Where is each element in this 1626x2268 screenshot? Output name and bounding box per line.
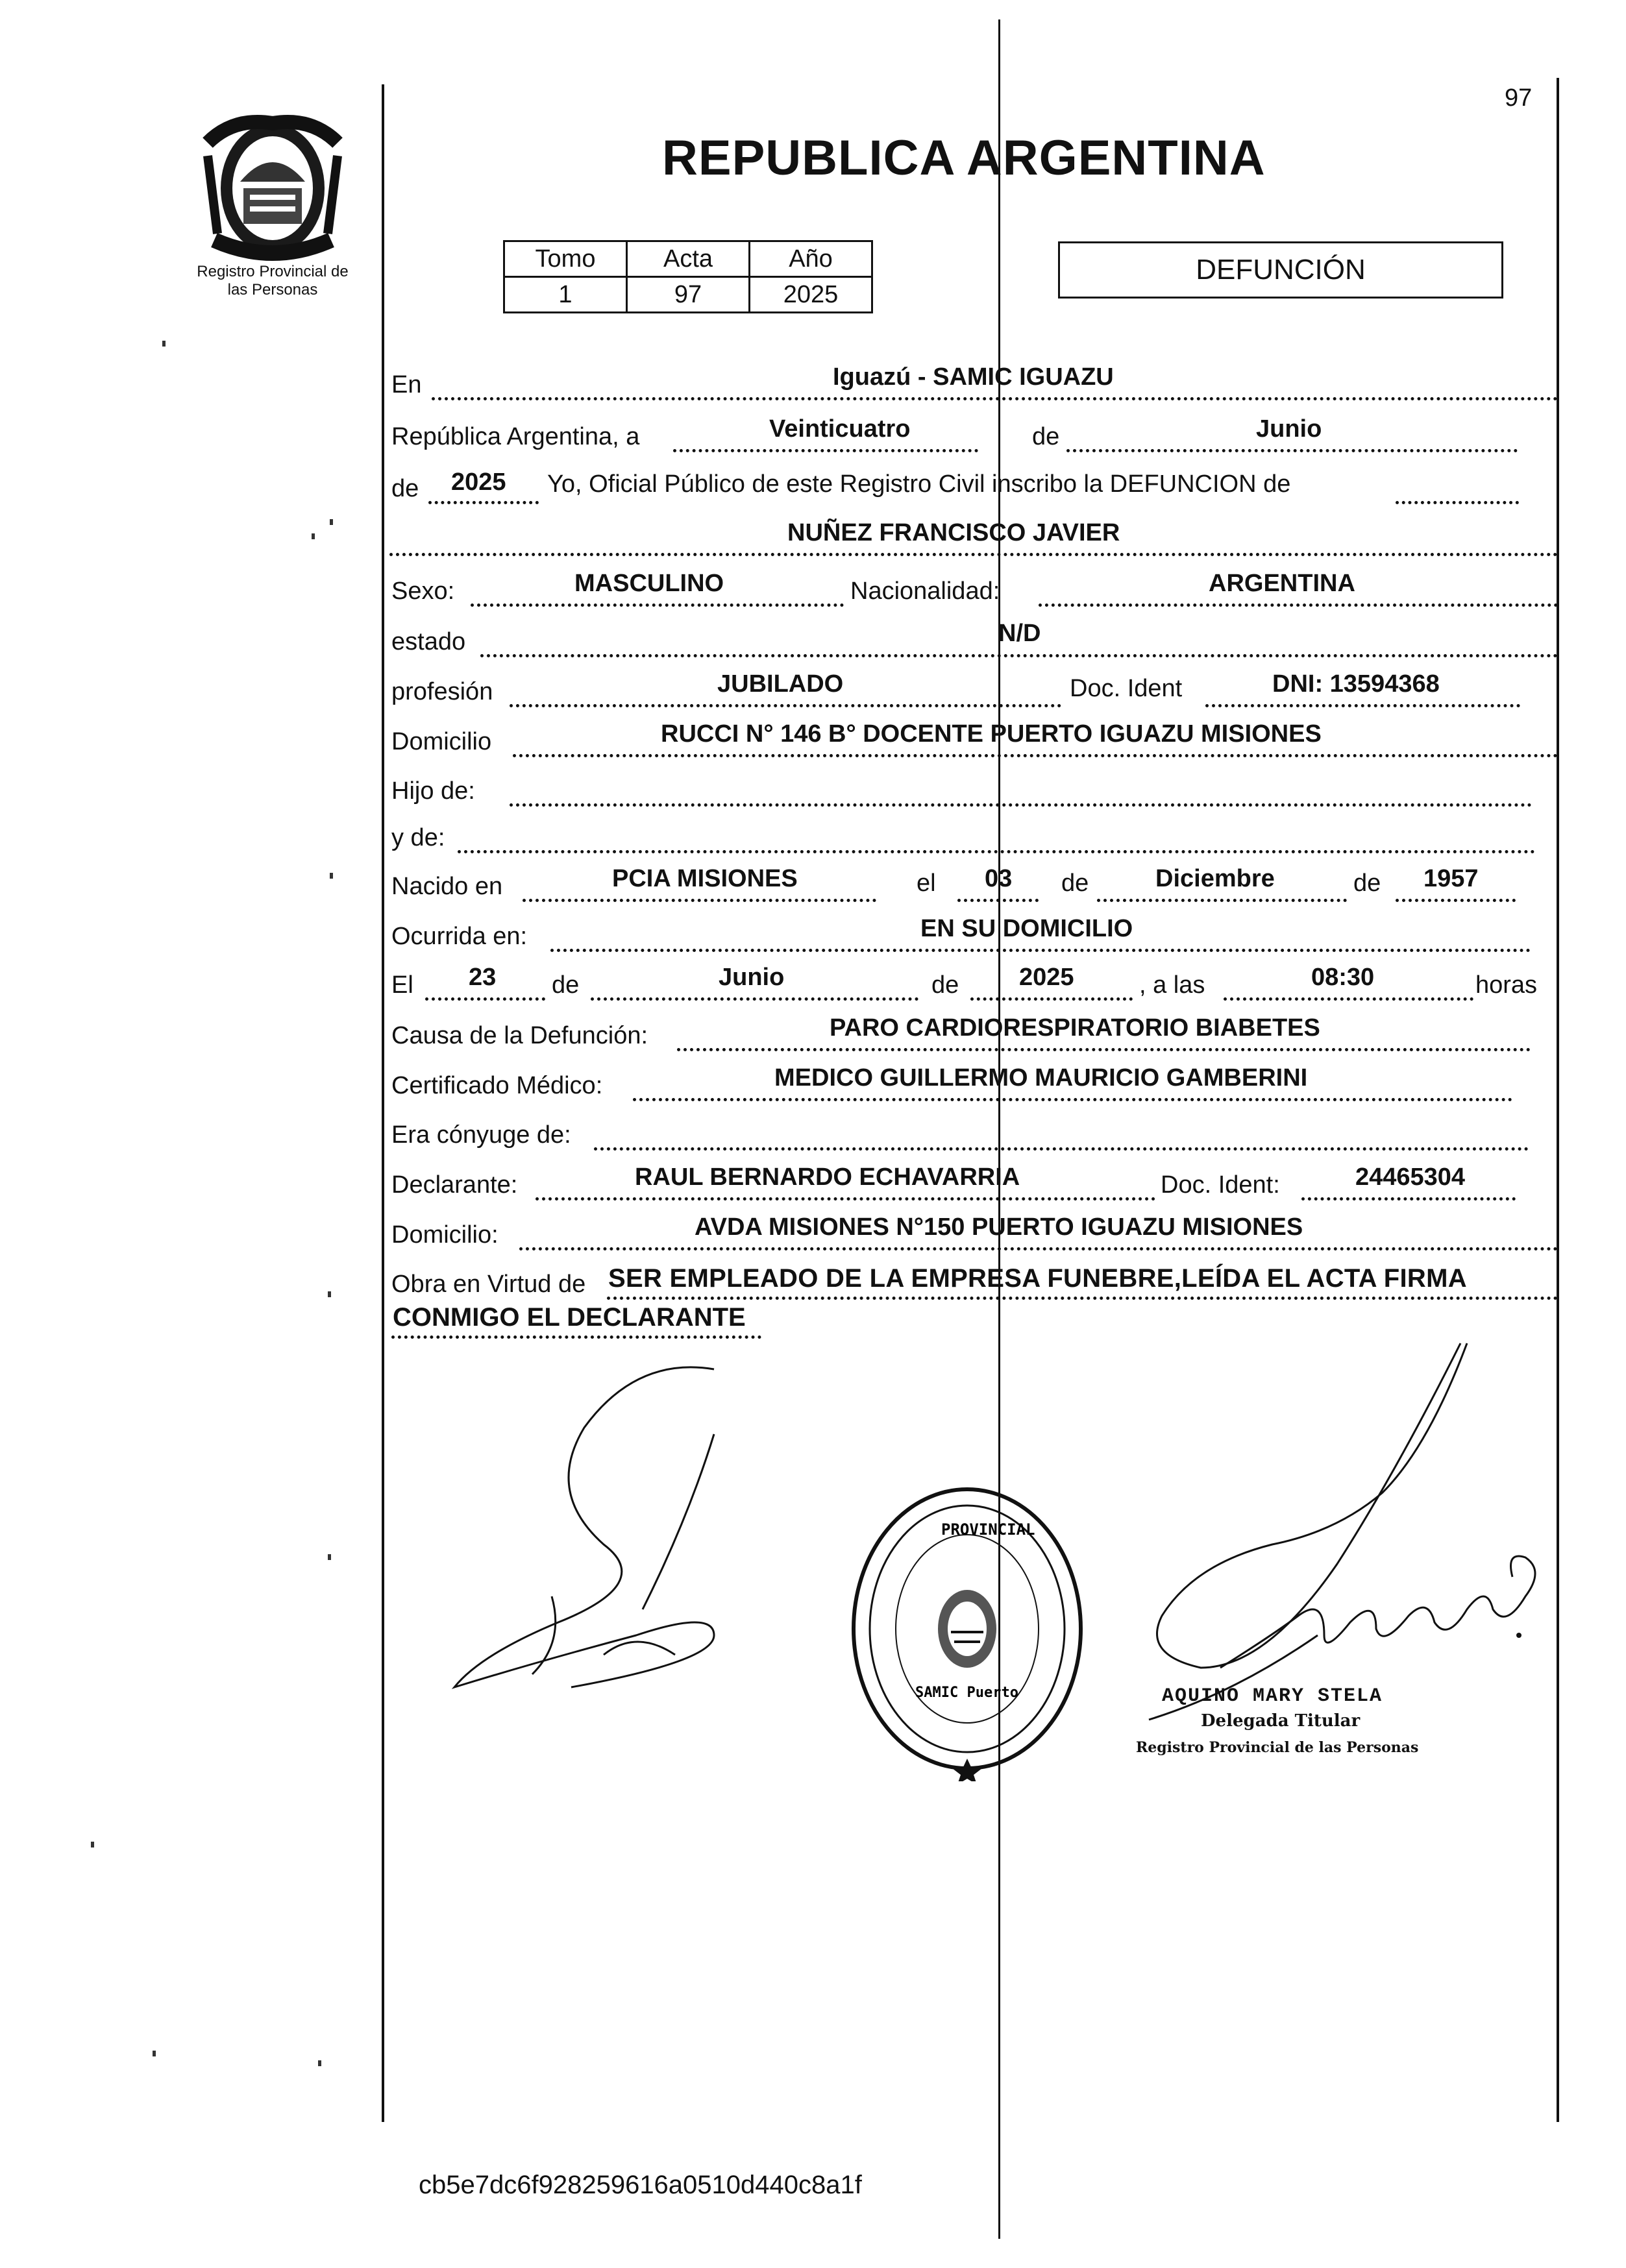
value-name: NUÑEZ FRANCISCO JAVIER	[787, 519, 1120, 546]
left-margin-line	[382, 84, 384, 2122]
label-doc-ident2: Doc. Ident:	[1161, 1171, 1280, 1199]
value-declarante: RAUL BERNARDO ECHAVARRIA	[635, 1164, 1020, 1191]
fill-inscribo	[1396, 471, 1519, 504]
value-ocurrida: EN SU DOMICILIO	[920, 915, 1133, 942]
record-value-tomo: 1	[504, 277, 627, 313]
value-republica-month: Junio	[1256, 415, 1322, 443]
value-nacido-day: 03	[985, 865, 1013, 892]
value-nacido-month: Diciembre	[1155, 865, 1275, 892]
label-causa: Causa de la Defunción:	[391, 1022, 648, 1049]
value-fecha-year: 2025	[1019, 964, 1074, 991]
label-domicilio: Domicilio	[391, 728, 492, 755]
value-certificado: MEDICO GUILLERMO MAURICIO GAMBERINI	[774, 1064, 1308, 1091]
record-header-anio: Año	[750, 241, 872, 277]
record-value-acta: 97	[627, 277, 750, 313]
label-inscribo: Yo, Oficial Público de este Registro Civil inscribo la DEFUNCION de	[547, 470, 1291, 498]
label-fecha-de1: de	[552, 971, 580, 999]
value-estado: N/D	[998, 620, 1041, 647]
svg-text:SAMIC Puerto: SAMIC Puerto	[915, 1685, 1018, 1701]
officer-signature	[1103, 1330, 1558, 1733]
value-nacido-place: PCIA MISIONES	[612, 865, 798, 892]
scan-speck	[162, 341, 166, 347]
label-nacionalidad: Nacionalidad:	[850, 578, 1000, 605]
value-obra-2: CONMIGO EL DECLARANTE	[393, 1303, 746, 1332]
label-declarante: Declarante:	[391, 1171, 518, 1199]
label-conyuge: Era cónyuge de:	[391, 1121, 571, 1149]
officer-org: Registro Provincial de las Personas	[1136, 1739, 1419, 1756]
scan-speck	[318, 2060, 321, 2066]
value-en: Iguazú - SAMIC IGUAZU	[833, 363, 1114, 391]
label-nacido-el: el	[917, 870, 936, 897]
value-domicilio: RUCCI N° 146 B° DOCENTE PUERTO IGUAZU MISIONES	[661, 720, 1322, 748]
svg-text:PROVINCIAL: PROVINCIAL	[941, 1520, 1035, 1539]
record-value-anio: 2025	[750, 277, 872, 313]
label-nacido-de2: de	[1353, 870, 1381, 897]
value-doc-ident2: 24465304	[1355, 1164, 1466, 1191]
value-year: 2025	[451, 469, 506, 496]
scan-speck	[328, 1554, 331, 1560]
scan-speck	[312, 533, 315, 539]
label-obra: Obra en Virtud de	[391, 1271, 586, 1298]
label-fecha-alas: , a las	[1139, 971, 1205, 999]
value-republica-day: Veinticuatro	[769, 415, 911, 443]
record-header-tomo: Tomo	[504, 241, 627, 277]
label-sexo: Sexo:	[391, 578, 455, 605]
label-domicilio2: Domicilio:	[391, 1221, 499, 1249]
issuer-line1: Registro Provincial de	[197, 263, 349, 280]
label-nacido-de1: de	[1061, 870, 1089, 897]
page-number: 97	[1505, 84, 1533, 112]
label-nacido: Nacido en	[391, 873, 503, 900]
record-header-acta: Acta	[627, 241, 750, 277]
value-domicilio2: AVDA MISIONES N°150 PUERTO IGUAZU MISIONES	[695, 1213, 1303, 1241]
fill-hijo-de	[510, 774, 1532, 807]
scan-speck	[330, 519, 333, 525]
page-title: REPUBLICA ARGENTINA	[662, 130, 1266, 186]
value-fecha-time: 08:30	[1311, 964, 1375, 991]
scan-speck	[91, 1842, 94, 1847]
misiones-seal-logo	[195, 104, 351, 266]
value-causa: PARO CARDIORESPIRATORIO BIABETES	[830, 1014, 1320, 1042]
fill-y-de	[458, 820, 1535, 853]
label-doc-ident: Doc. Ident	[1070, 675, 1183, 702]
scan-speck	[153, 2051, 156, 2056]
document-type-box: DEFUNCIÓN	[1058, 241, 1503, 299]
issuer-caption	[166, 263, 380, 299]
label-certificado: Certificado Médico:	[391, 1072, 603, 1099]
value-profesion: JUBILADO	[717, 670, 844, 698]
officer-title: Delegada Titular	[1201, 1711, 1361, 1731]
registry-stamp	[844, 1483, 1090, 1781]
label-fecha-de2: de	[931, 971, 959, 999]
label-ocurrida: Ocurrida en:	[391, 923, 528, 950]
label-republica-de: de	[1032, 423, 1060, 450]
record-table-value-row	[504, 277, 872, 313]
value-nacionalidad: ARGENTINA	[1209, 570, 1355, 597]
label-year-de: de	[391, 475, 419, 502]
label-hijo-de: Hijo de:	[391, 777, 475, 805]
label-fecha-horas: horas	[1475, 971, 1538, 999]
value-doc-ident: DNI: 13594368	[1272, 670, 1440, 698]
label-profesion: profesión	[391, 678, 493, 705]
declarant-signature	[441, 1350, 753, 1713]
label-en: En	[391, 371, 422, 398]
issuer-line2: las Personas	[227, 281, 318, 299]
value-sexo: MASCULINO	[574, 570, 724, 597]
record-table-header-row	[504, 241, 872, 277]
label-estado: estado	[391, 628, 466, 655]
document-hash: cb5e7dc6f928259616a0510d440c8a1f	[419, 2171, 862, 2199]
value-nacido-year: 1957	[1423, 865, 1479, 892]
label-y-de: y de:	[391, 824, 445, 851]
record-table	[503, 240, 873, 313]
fill-conyuge	[594, 1117, 1529, 1151]
value-fecha-month: Junio	[719, 964, 785, 991]
value-fecha-day: 23	[469, 964, 497, 991]
value-obra-1: SER EMPLEADO DE LA EMPRESA FUNEBRE,LEÍDA EL ACTA FIRMA	[608, 1264, 1467, 1293]
scan-speck	[328, 1291, 331, 1297]
label-republica: República Argentina, a	[391, 423, 640, 450]
officer-name: AQUINO MARY STELA	[1162, 1685, 1383, 1707]
scan-speck	[330, 873, 333, 879]
label-fecha-el: El	[391, 971, 413, 999]
